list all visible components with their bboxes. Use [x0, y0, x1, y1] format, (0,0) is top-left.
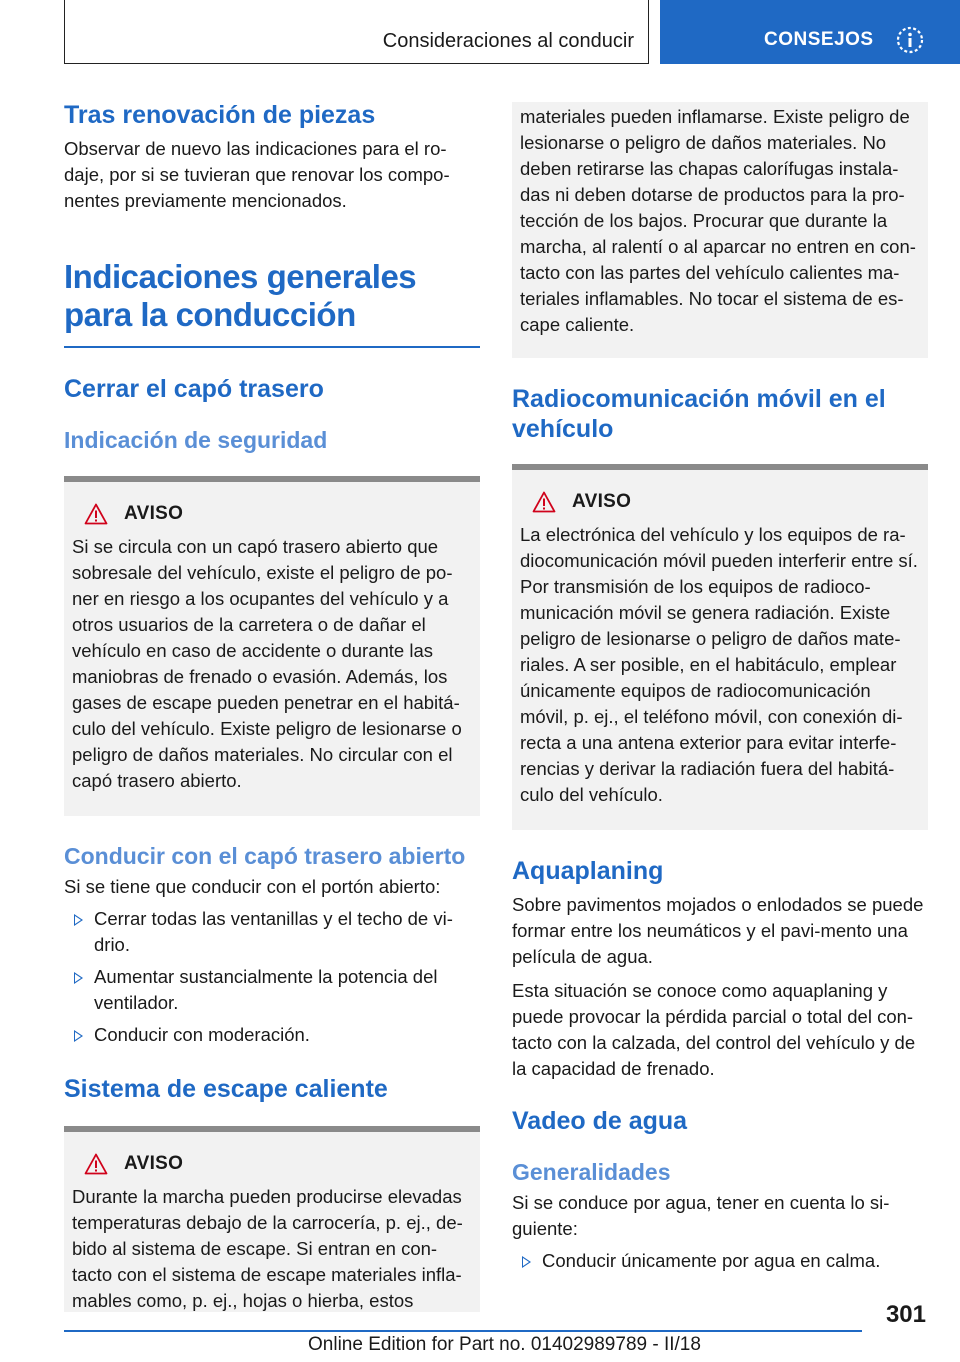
warning-title: AVISO [124, 502, 184, 524]
page-number: 301 [885, 1301, 926, 1328]
warning-triangle-icon [532, 491, 556, 513]
left-column [64, 100, 480, 1312]
triangle-bullet-icon [522, 1256, 531, 1268]
warning-title: AVISO [124, 1152, 184, 1174]
warning-text: Durante la marcha pueden producirse elevadas temperaturas debajo de la carrocería, p. ej., de-bido al sistema de escape. Si entran en con-tacto con el sistema de escape materiales infla-mables como, p. ej., hojas o hierba, estos [72, 1185, 463, 1311]
header-tab-label: CONSEJOS [764, 29, 874, 50]
warning-header [532, 488, 920, 516]
warning-triangle-icon [84, 1153, 108, 1175]
triangle-bullet-icon [74, 972, 83, 984]
list-item: Aumentar sustancialmente la potencia del ventilador. [64, 964, 480, 1016]
open-trunk-subheading: Conducir con el capó trasero abierto [64, 842, 466, 869]
info-icon [896, 26, 924, 54]
aquaplaning-text-2: Esta situación se conoce como aquaplaning y puede provocar la pérdida parcial o total del con-tacto con la calzada, del control del vehículo y de la capacidad de frenado. [512, 980, 916, 1079]
header-section-title: Consideraciones al conducir [382, 30, 634, 52]
open-trunk-list [64, 906, 480, 1048]
general-heading [64, 258, 480, 334]
heading-rule [64, 346, 480, 348]
warning-text: La electrónica del vehículo y los equipos de ra-diocomunicación móvil pueden interferir entre sí. Por transmisión de los equipos de radioco-municación móvil se genera radiación. Existe peligro de lesionarse o peligro de daños mate-riales. A ser posible, en el habitáculo, emplear únicamente equipos de radiocomunicación móvil, p. ej., el teléfono móvil, con conexión di-recta a una antena exterior para evitar interfe-rencias y derivar la radiación fuera del habitá-culo del vehículo. [520, 524, 918, 805]
wading-heading: Vadeo de agua [512, 1107, 688, 1135]
open-trunk-intro: Si se tiene que conducir con el portón abierto: [64, 875, 441, 897]
footer-rule [64, 1330, 862, 1332]
warning-header [84, 500, 472, 528]
warning-box-radio [512, 464, 928, 830]
wading-text: Si se conduce por agua, tener en cuenta lo si-guiente: [512, 1192, 890, 1239]
general-subheading: Generalidades [512, 1159, 671, 1185]
wading-list [512, 1248, 928, 1274]
warning-header [84, 1150, 472, 1178]
warning-text-continued: materiales pueden inflamarse. Existe peligro de lesionarse o peligro de daños materiales. No deben retirarse las chapas calorífugas instala-das ni deben dotarse de productos para la pro-tección de los bajos. Procurar que durante la marcha, al ralentí o al aparcar no entren en con-tacto con las partes del vehículo calientes ma-teriales inflamables. No tocar el sistema de es-cape caliente. [520, 106, 916, 335]
renewal-heading: Tras renovación de piezas [64, 101, 376, 129]
header-section-box [64, 0, 649, 64]
general-heading-line2: para la conducción [64, 296, 356, 333]
warning-title: AVISO [572, 491, 632, 512]
list-item: Conducir con moderación. [64, 1022, 480, 1048]
renewal-text: Observar de nuevo las indicaciones para el ro-daje, por si se tuvieran que renovar los compo-nentes previamente mencionados. [64, 138, 450, 211]
triangle-bullet-icon [74, 914, 83, 926]
warning-box-trunk [64, 476, 480, 816]
warning-box-exhaust-continued [512, 102, 928, 358]
safety-subheading: Indicación de seguridad [64, 426, 328, 453]
warning-triangle-icon [84, 503, 108, 525]
general-heading-line1: Indicaciones generales [64, 258, 417, 295]
footer-edition: Online Edition for Part no. 01402989789 - II/18 [308, 1334, 701, 1355]
aquaplaning-heading: Aquaplaning [512, 857, 664, 885]
warning-text: Si se circula con un capó trasero abierto que sobresale del vehículo, existe el peligro de po-ner en riesgo a los ocupantes del vehículo y a otros usuarios de la carretera o de dañar el vehículo en caso de accidente o durante las maniobras de frenado o evasión. Además, los gases de escape pueden penetrar en el habitá-culo del vehículo. Existe peligro de lesionarse o peligro de daños materiales. No circular con el capó trasero abierto. [72, 535, 462, 791]
triangle-bullet-icon [74, 1030, 83, 1042]
header-tab-consejos[interactable] [660, 0, 960, 64]
radio-heading: Radiocomunicación móvil en el vehículo [512, 385, 886, 443]
exhaust-heading: Sistema de escape caliente [64, 1074, 388, 1103]
trunk-heading: Cerrar el capó trasero [64, 374, 324, 403]
aquaplaning-text-1: Sobre pavimentos mojados o enlodados se puede formar entre los neumáticos y el pavi-mento una película de agua. [512, 894, 924, 967]
list-item: Conducir únicamente por agua en calma. [512, 1248, 928, 1274]
warning-box-exhaust [64, 1126, 480, 1312]
list-item: Cerrar todas las ventanillas y el techo de vi-drio. [64, 906, 480, 958]
right-column [512, 102, 928, 1274]
